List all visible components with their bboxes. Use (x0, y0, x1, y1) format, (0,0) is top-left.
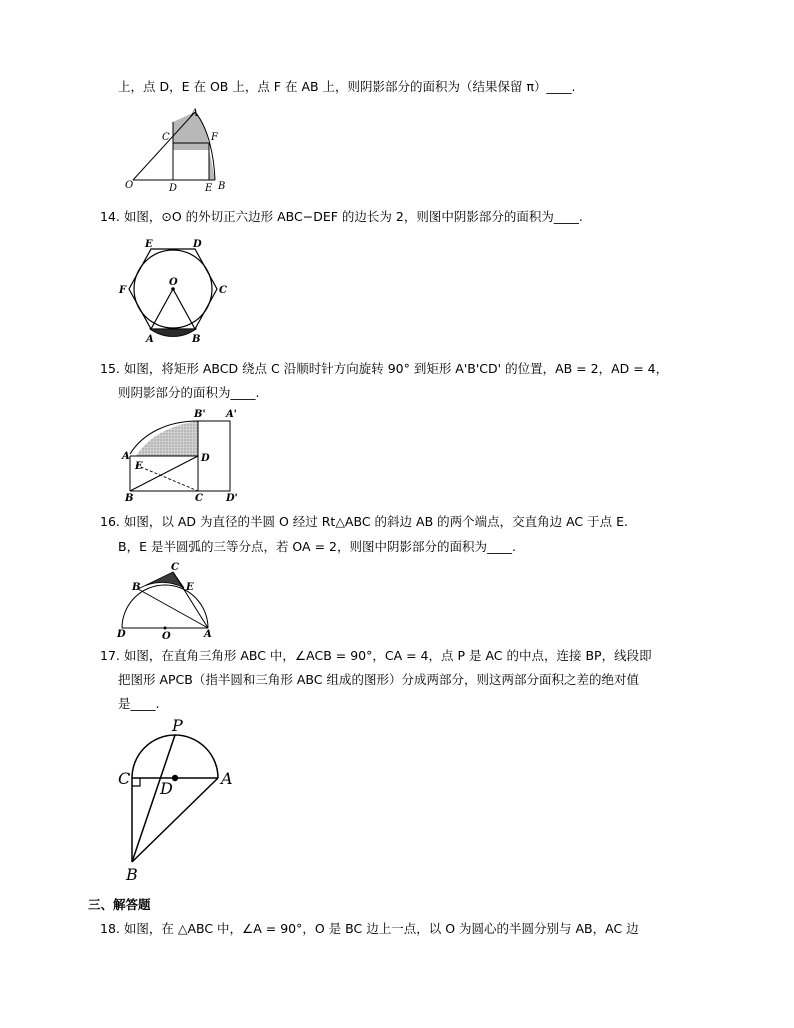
q13-label-C: C (162, 132, 170, 143)
q16-label-D: D (117, 629, 126, 640)
q16-text-line1: 16. 如图，以 AD 为直径的半圆 O 经过 Rt△ABC 的斜边 AB 的两个端点，交直角边 AC 于点 E. (100, 514, 628, 529)
q16-label-E: E (186, 582, 194, 593)
q13-label-D: D (169, 183, 178, 194)
q14-label-A: A (146, 334, 154, 345)
q15-label-B1: B' (194, 409, 206, 420)
q16-label-C: C (171, 562, 179, 573)
q14-figure (113, 238, 233, 348)
q16-figure (112, 562, 217, 642)
q14-label-C: C (219, 285, 227, 296)
q17-label-A: A (221, 769, 233, 788)
q16-label-O: O (162, 631, 171, 642)
q18-text-line1: 18. 如图，在 △ABC 中，∠A = 90°，O 是 BC 边上一点，以 O 为圆心的半圆分别与 AB，AC 边 (100, 921, 639, 936)
q17-label-B: B (126, 865, 138, 884)
q14-text: 14. 如图，⊙O 的外切正六边形 ABC−DEF 的边长为 2，则图中阴影部分的面积为____. (100, 209, 583, 224)
q13-label-E: E (205, 183, 213, 194)
q13-text-tail: 上，点 D，E 在 OB 上，点 F 在 AB 上，则阴影部分的面积为（结果保留 π）____. (118, 79, 576, 94)
q16-text-line2: B，E 是半圆弧的三等分点，若 OA = 2，则图中阴影部分的面积为____. (118, 539, 516, 554)
q15-label-A1: A' (226, 409, 237, 420)
q14-label-O: O (169, 277, 178, 288)
q15-label-E: E (135, 461, 143, 472)
q13-label-B: B (218, 181, 226, 192)
q13-label-F: F (211, 132, 218, 143)
q17-text-line2: 把图形 APCB（指半圆和三角形 ABC 组成的图形）分成两部分，则这两部分面积之差的绝对值 (118, 672, 639, 687)
q16-label-B: B (132, 582, 141, 593)
q17-label-P: P (172, 716, 183, 735)
q15-text-line2: 则阴影部分的面积为____. (118, 385, 260, 400)
q15-label-A: A (122, 451, 130, 462)
q15-label-D1: D' (226, 493, 238, 504)
q17-label-C: C (118, 769, 131, 788)
q14-label-F: F (119, 285, 127, 296)
q15-label-D: D (201, 453, 210, 464)
q13-label-A: A (191, 108, 199, 119)
q17-text-line3: 是____. (118, 696, 160, 711)
q14-label-D: D (193, 239, 202, 250)
q17-text-line1: 17. 如图，在直角三角形 ABC 中，∠ACB = 90°，CA = 4，点 P 是 AC 的中点，连接 BP，线段即 (100, 648, 652, 663)
q14-label-B: B (192, 334, 201, 345)
q14-label-E: E (145, 239, 153, 250)
q13-figure (118, 103, 238, 197)
q15-figure (118, 409, 243, 504)
q17-label-D: D (160, 779, 173, 798)
q15-label-C: C (195, 493, 203, 504)
q16-label-A: A (204, 629, 212, 640)
section-title-answer-questions: 三、解答题 (88, 897, 151, 912)
q15-text-line1: 15. 如图，将矩形 ABCD 绕点 C 沿顺时针方向旋转 90° 到矩形 A'B'CD' 的位置，AB = 2，AD = 4， (100, 361, 669, 376)
q15-label-B: B (125, 493, 134, 504)
q17-figure (110, 714, 250, 886)
q13-label-O: O (125, 180, 134, 191)
